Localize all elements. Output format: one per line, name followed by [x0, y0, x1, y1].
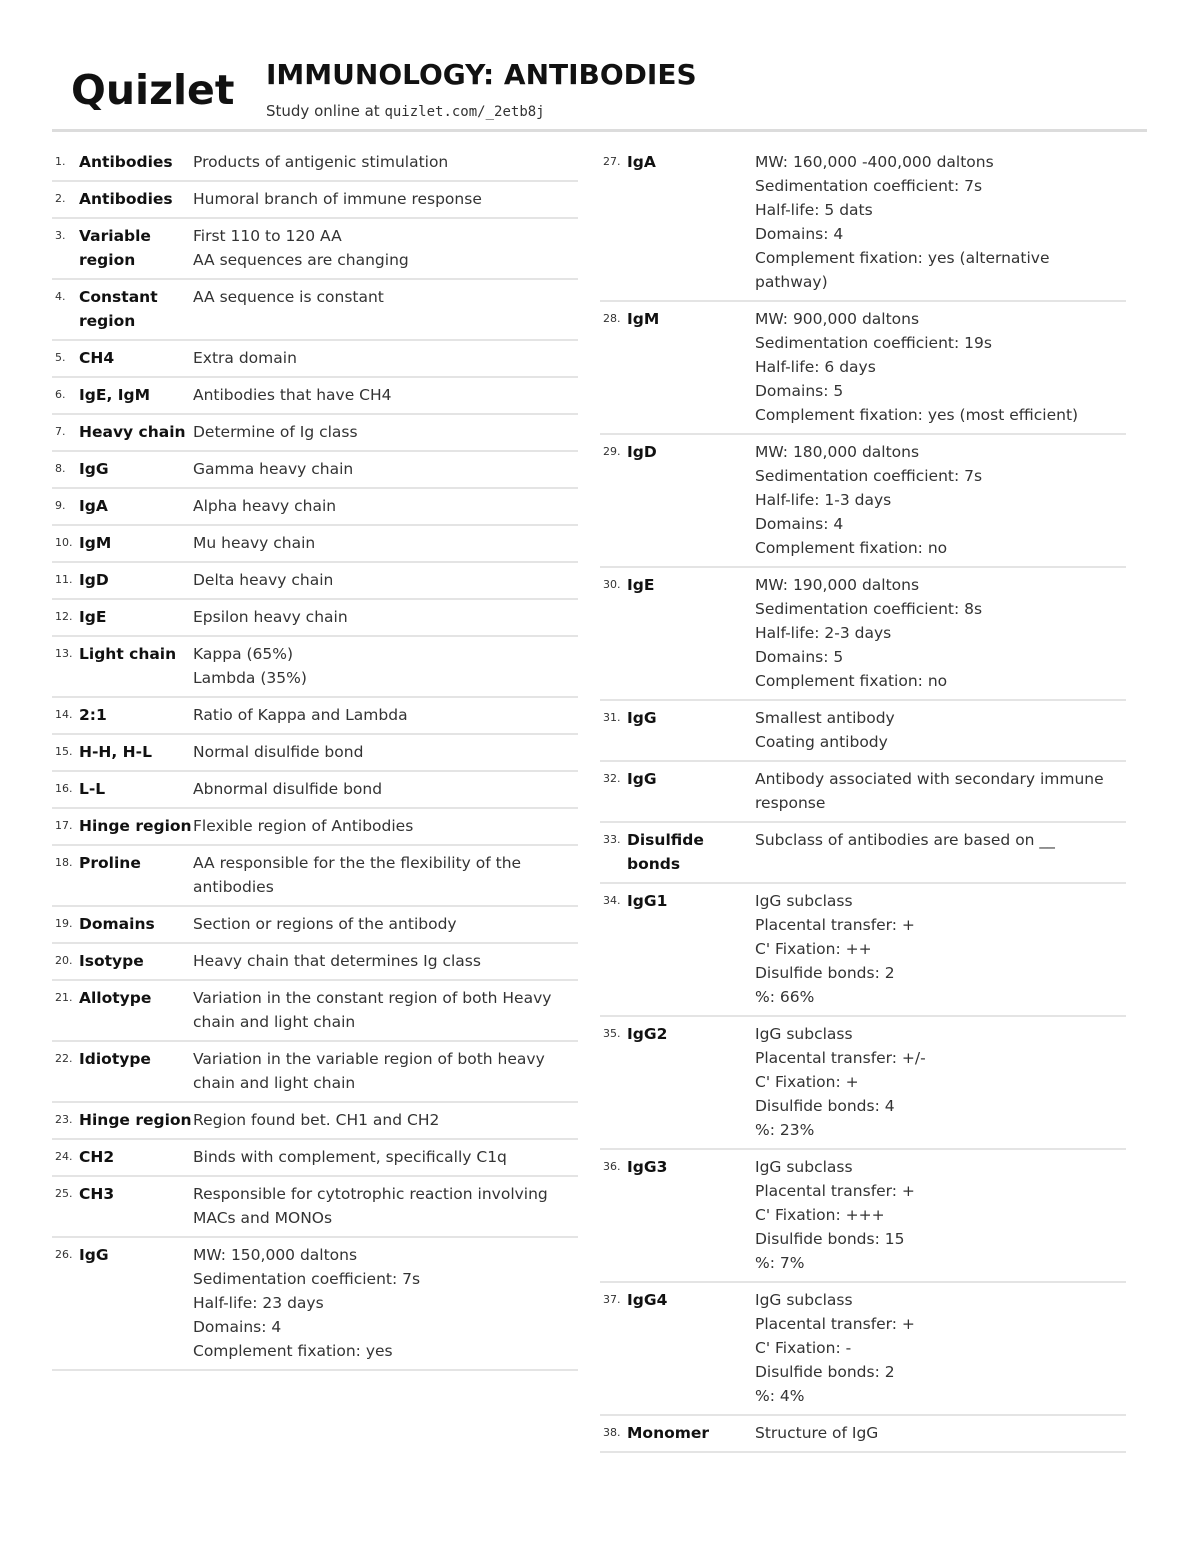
card-term: IgG [627, 770, 657, 788]
card-definition: Heavy chain that determines Ig class [193, 952, 481, 970]
card-definition: Determine of Ig class [193, 423, 358, 441]
flashcard-row [600, 1017, 1126, 1150]
card-term: Allotype [79, 989, 152, 1007]
card-definition: Kappa (65%) Lambda (35%) [193, 645, 307, 687]
flashcard-row [600, 302, 1126, 435]
card-number: 25. [55, 1187, 73, 1200]
flashcard-row [52, 452, 578, 489]
card-definition: Delta heavy chain [193, 571, 334, 589]
flashcard-row [600, 1416, 1126, 1453]
card-definition: AA responsible for the the flexibility of the antibodies [193, 854, 522, 896]
card-number: 36. [603, 1160, 621, 1173]
card-number: 4. [55, 290, 66, 303]
card-definition: Mu heavy chain [193, 534, 316, 552]
card-number: 9. [55, 499, 66, 512]
card-term: IgG2 [627, 1025, 668, 1043]
card-number: 19. [55, 917, 73, 930]
flashcard-row [52, 1103, 578, 1140]
card-definition: MW: 190,000 daltons Sedimentation coefficient: 8s Half-life: 2-3 days Domains: 5 Complement fixation: no [755, 576, 983, 690]
card-term: IgG1 [627, 892, 668, 910]
header-divider [52, 129, 1147, 132]
card-number: 35. [603, 1027, 621, 1040]
card-number: 37. [603, 1293, 621, 1306]
card-number: 27. [603, 155, 621, 168]
flashcard-row [52, 600, 578, 637]
card-number: 15. [55, 745, 73, 758]
flashcard-row [52, 944, 578, 981]
flashcard-row [600, 568, 1126, 701]
card-term: IgG [79, 1246, 109, 1264]
card-definition: Normal disulfide bond [193, 743, 364, 761]
card-number: 28. [603, 312, 621, 325]
card-number: 11. [55, 573, 73, 586]
card-term: IgG [79, 460, 109, 478]
card-term: CH2 [79, 1148, 115, 1166]
flashcard-row [52, 280, 578, 341]
card-number: 8. [55, 462, 66, 475]
flashcard-row [52, 1042, 578, 1103]
card-term: Constant region [79, 288, 158, 330]
page-title: IMMUNOLOGY: ANTIBODIES [266, 58, 697, 91]
card-term: Antibodies [79, 153, 173, 171]
flashcard-row [52, 637, 578, 698]
card-term: Domains [79, 915, 155, 933]
card-number: 31. [603, 711, 621, 724]
card-number: 17. [55, 819, 73, 832]
card-definition: MW: 150,000 daltons Sedimentation coefficient: 7s Half-life: 23 days Domains: 4 Complement fixation: yes [193, 1246, 421, 1360]
card-term: IgE, IgM [79, 386, 151, 404]
flashcard-row [52, 182, 578, 219]
card-definition: Antibody associated with secondary immune response [755, 770, 1104, 812]
card-term: IgD [627, 443, 657, 461]
card-term: IgD [79, 571, 109, 589]
card-term: Heavy chain [79, 423, 186, 441]
flashcard-row [52, 341, 578, 378]
flashcard-row [600, 762, 1126, 823]
card-number: 22. [55, 1052, 73, 1065]
card-term: Hinge region [79, 1111, 192, 1129]
card-term: Monomer [627, 1424, 710, 1442]
card-number: 26. [55, 1248, 73, 1261]
card-term: Variable region [79, 227, 151, 269]
card-number: 16. [55, 782, 73, 795]
card-definition: Flexible region of Antibodies [193, 817, 414, 835]
card-definition: IgG subclass Placental transfer: + C' Fixation: ++ Disulfide bonds: 2 %: 66% [755, 892, 915, 1006]
flashcard-row [600, 145, 1126, 302]
card-number: 24. [55, 1150, 73, 1163]
card-term: IgG3 [627, 1158, 668, 1176]
card-term: IgM [627, 310, 660, 328]
flashcard-row [600, 1150, 1126, 1283]
study-online-line [266, 102, 545, 120]
card-definition: Structure of IgG [755, 1424, 879, 1442]
flashcard-row [52, 378, 578, 415]
card-term: CH4 [79, 349, 115, 367]
card-term: Isotype [79, 952, 144, 970]
card-definition: MW: 180,000 daltons Sedimentation coefficient: 7s Half-life: 1-3 days Domains: 4 Complement fixation: no [755, 443, 983, 557]
card-definition: Alpha heavy chain [193, 497, 337, 515]
flashcard-row [52, 735, 578, 772]
card-definition: Antibodies that have CH4 [193, 386, 392, 404]
card-number: 10. [55, 536, 73, 549]
flashcard-row [52, 219, 578, 280]
quizlet-logo: Quizlet [71, 66, 235, 114]
card-definition: Gamma heavy chain [193, 460, 354, 478]
card-term: IgG [627, 709, 657, 727]
flashcard-row [52, 526, 578, 563]
flashcard-row [600, 884, 1126, 1017]
flashcard-row [52, 698, 578, 735]
card-term: IgA [627, 153, 656, 171]
card-definition: Abnormal disulfide bond [193, 780, 383, 798]
card-term: Hinge region [79, 817, 192, 835]
card-definition: Variation in the variable region of both heavy chain and light chain [193, 1050, 545, 1092]
card-number: 7. [55, 425, 66, 438]
flashcard-row [600, 701, 1126, 762]
card-term: Antibodies [79, 190, 173, 208]
flashcard-row [52, 1238, 578, 1371]
card-definition: Smallest antibody Coating antibody [755, 709, 895, 751]
card-definition: AA sequence is constant [193, 288, 384, 306]
flashcard-row [52, 907, 578, 944]
flashcard-row [52, 772, 578, 809]
card-definition: Humoral branch of immune response [193, 190, 482, 208]
card-number: 34. [603, 894, 621, 907]
flashcard-row [52, 809, 578, 846]
flashcard-row [52, 489, 578, 526]
card-number: 1. [55, 155, 66, 168]
card-term: Idiotype [79, 1050, 151, 1068]
card-definition: Extra domain [193, 349, 297, 367]
card-number: 30. [603, 578, 621, 591]
card-number: 12. [55, 610, 73, 623]
card-definition: MW: 160,000 -400,000 daltons Sedimentation coefficient: 7s Half-life: 5 dats Domains: 4 Complement fixation: yes (alternative pathway) [755, 153, 1050, 291]
card-number: 32. [603, 772, 621, 785]
card-number: 23. [55, 1113, 73, 1126]
card-definition: MW: 900,000 daltons Sedimentation coefficient: 19s Half-life: 6 days Domains: 5 Complement fixation: yes (most efficient) [755, 310, 1079, 424]
card-definition: Subclass of antibodies are based on __ [755, 831, 1055, 849]
flashcard-row [600, 823, 1126, 884]
card-definition: Epsilon heavy chain [193, 608, 348, 626]
flashcard-row [52, 846, 578, 907]
card-number: 18. [55, 856, 73, 869]
card-number: 3. [55, 229, 66, 242]
card-term: 2:1 [79, 706, 107, 724]
flashcard-row [52, 1140, 578, 1177]
left-card-column [52, 145, 578, 1371]
flashcard-row [52, 1177, 578, 1238]
card-number: 5. [55, 351, 66, 364]
card-definition: First 110 to 120 AA AA sequences are changing [193, 227, 409, 269]
flashcard-row [52, 145, 578, 182]
card-term: Proline [79, 854, 141, 872]
card-number: 14. [55, 708, 73, 721]
card-definition: IgG subclass Placental transfer: +/- C' Fixation: + Disulfide bonds: 4 %: 23% [755, 1025, 926, 1139]
card-term: IgM [79, 534, 112, 552]
card-definition: Variation in the constant region of both Heavy chain and light chain [193, 989, 552, 1031]
right-card-column [600, 145, 1126, 1453]
card-definition: Section or regions of the antibody [193, 915, 457, 933]
study-url-link[interactable]: quizlet.com/_2etb8j [384, 104, 545, 120]
card-number: 13. [55, 647, 73, 660]
study-online-prefix: Study online at [266, 102, 385, 120]
flashcard-row [52, 415, 578, 452]
card-term: Light chain [79, 645, 177, 663]
card-term: IgE [79, 608, 107, 626]
card-definition: Ratio of Kappa and Lambda [193, 706, 408, 724]
flashcard-row [52, 563, 578, 600]
card-term: IgA [79, 497, 108, 515]
flashcard-row [600, 435, 1126, 568]
card-term: L-L [79, 780, 106, 798]
card-number: 38. [603, 1426, 621, 1439]
card-term: IgE [627, 576, 655, 594]
card-number: 21. [55, 991, 73, 1004]
flashcard-row [52, 981, 578, 1042]
card-term: CH3 [79, 1185, 115, 1203]
card-definition: Region found bet. CH1 and CH2 [193, 1111, 440, 1129]
card-number: 29. [603, 445, 621, 458]
card-term: IgG4 [627, 1291, 668, 1309]
card-number: 33. [603, 833, 621, 846]
card-definition: IgG subclass Placental transfer: + C' Fixation: - Disulfide bonds: 2 %: 4% [755, 1291, 915, 1405]
card-term: Disulfide bonds [627, 831, 704, 873]
card-number: 2. [55, 192, 66, 205]
card-definition: Responsible for cytotrophic reaction involving MACs and MONOs [193, 1185, 548, 1227]
card-definition: Binds with complement, specifically C1q [193, 1148, 507, 1166]
card-definition: IgG subclass Placental transfer: + C' Fixation: +++ Disulfide bonds: 15 %: 7% [755, 1158, 915, 1272]
card-term: H-H, H-L [79, 743, 152, 761]
flashcard-row [600, 1283, 1126, 1416]
card-number: 6. [55, 388, 66, 401]
card-definition: Products of antigenic stimulation [193, 153, 449, 171]
card-number: 20. [55, 954, 73, 967]
